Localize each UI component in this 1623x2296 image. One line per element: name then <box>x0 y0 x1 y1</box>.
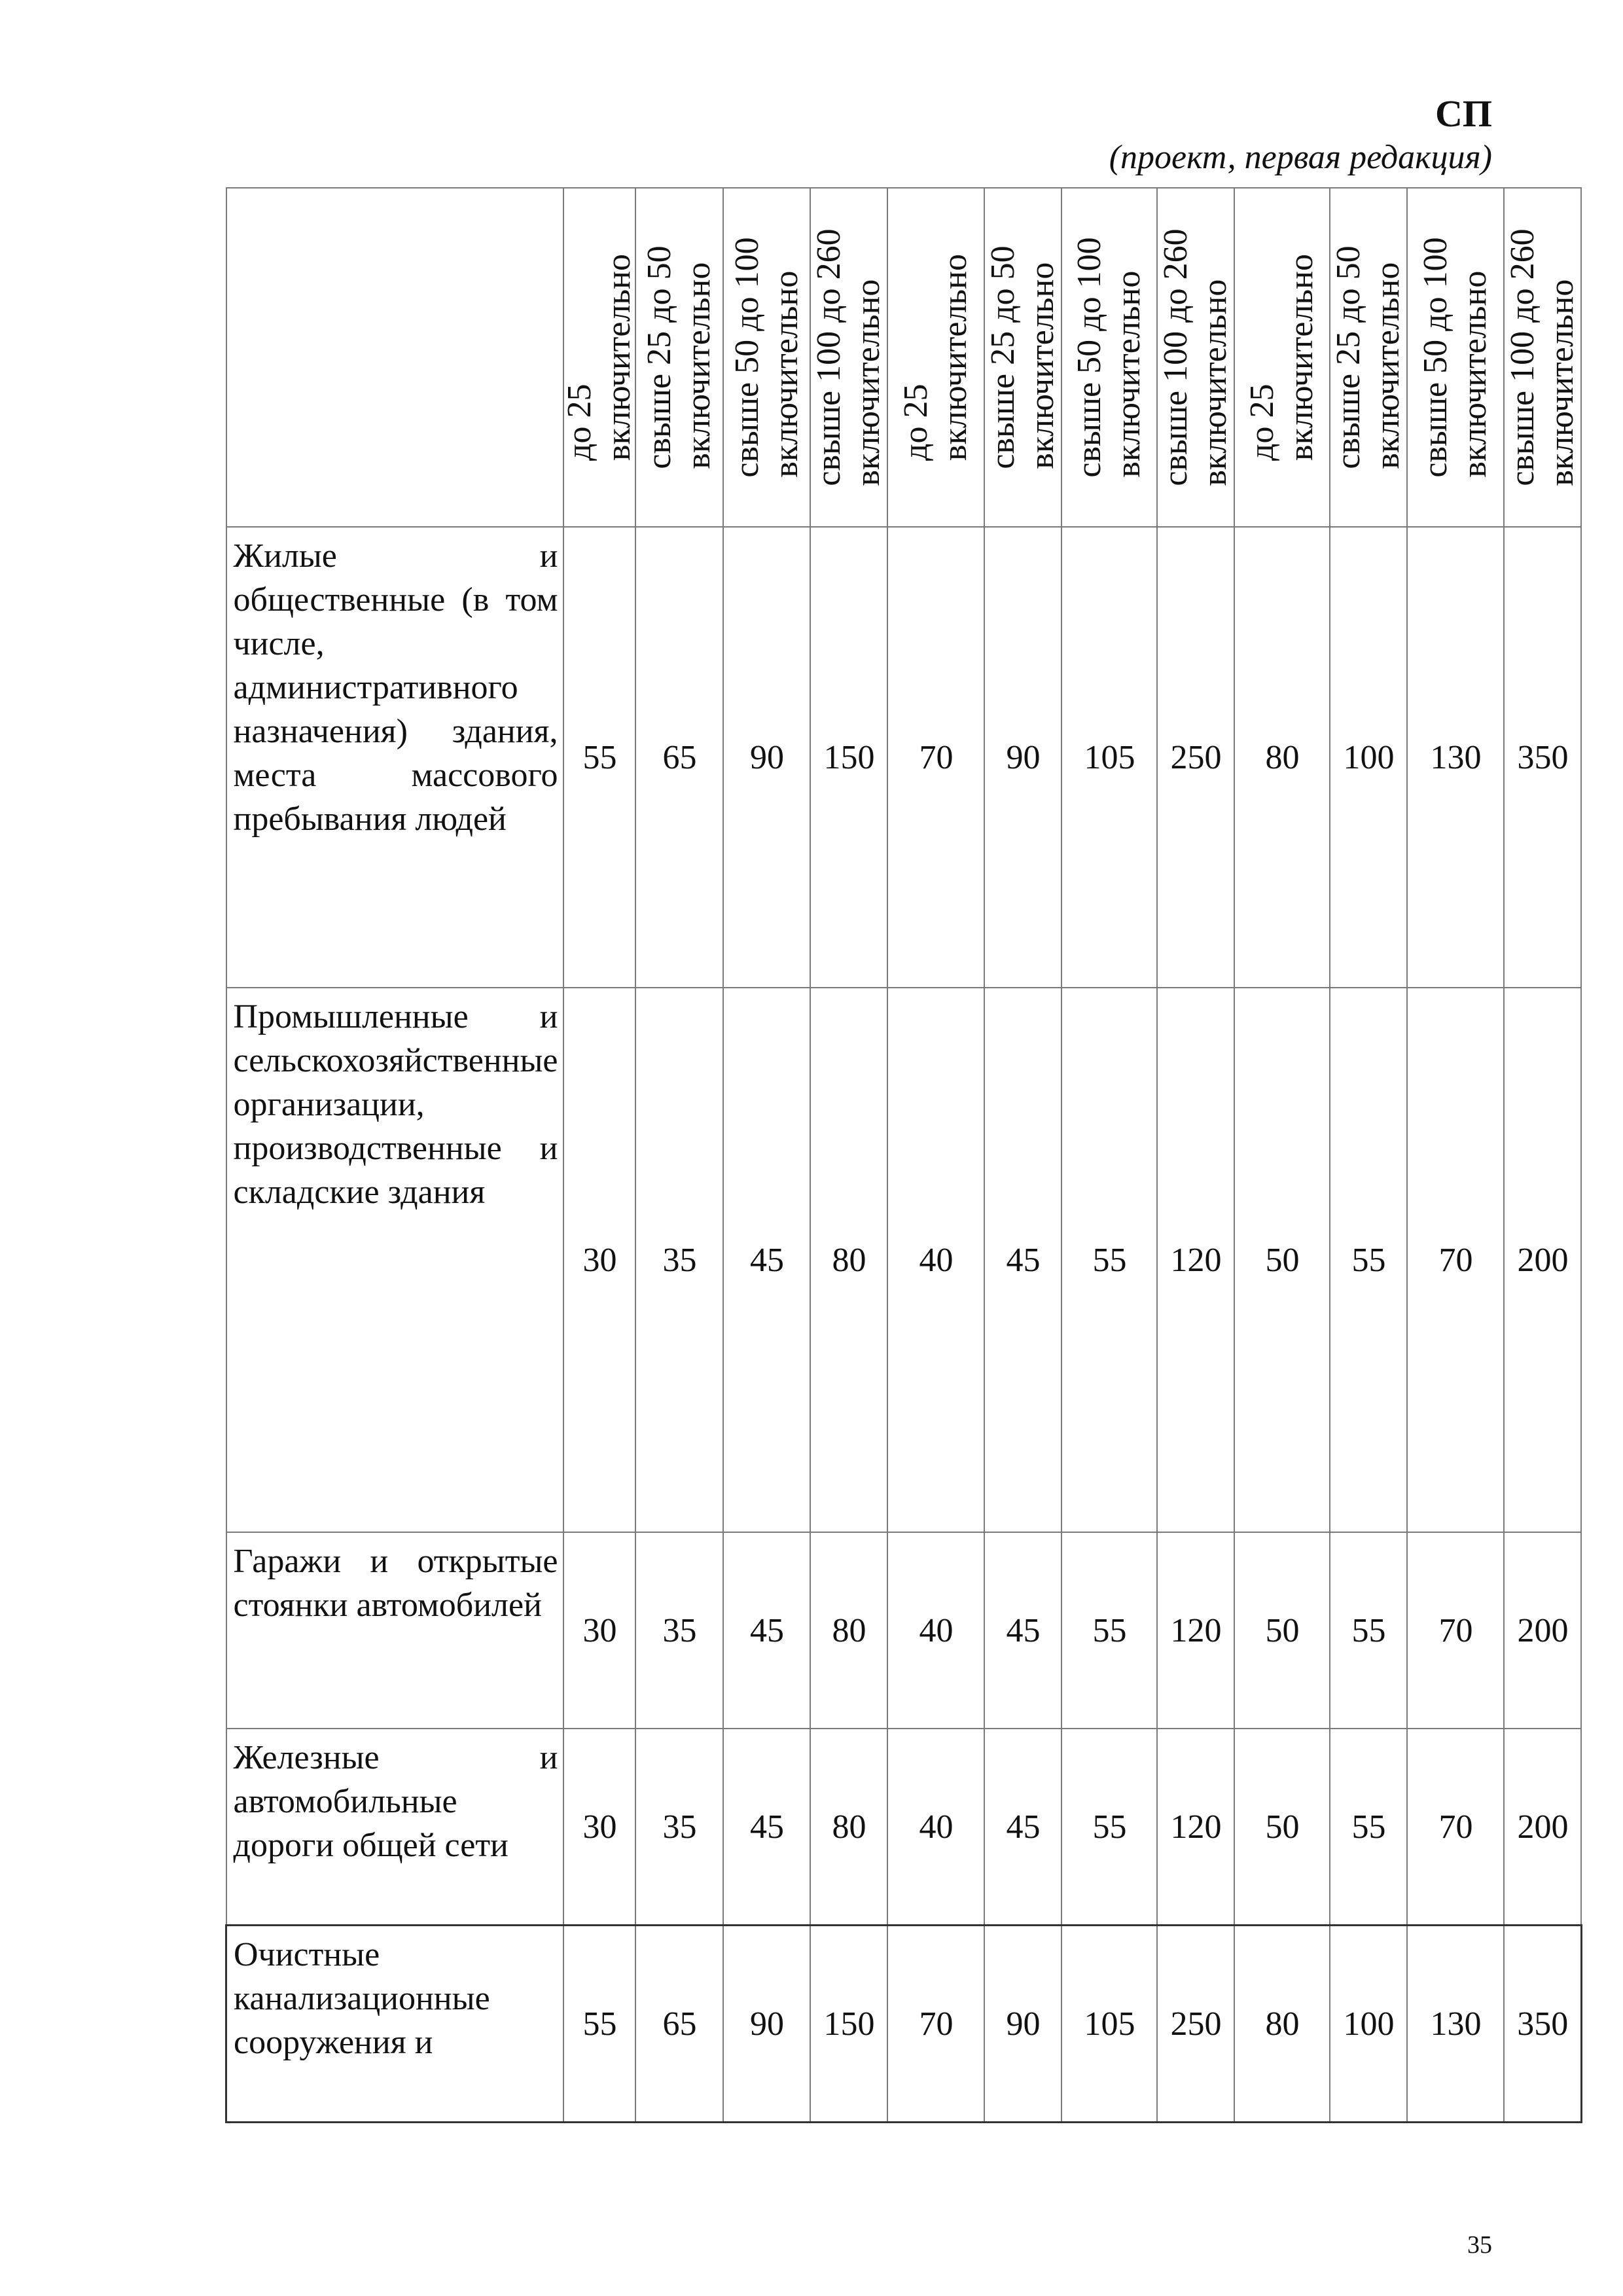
table-cell: 70 <box>1407 1532 1504 1729</box>
row-label: Железные и автомобильные дороги общей сети <box>226 1729 564 1926</box>
table-cell: 200 <box>1504 1729 1581 1926</box>
column-header-line1: свыше 100 до 260 <box>810 228 848 486</box>
table-row <box>226 527 1582 988</box>
table-cell: 100 <box>1330 527 1407 988</box>
table-cell: 55 <box>1330 1729 1407 1926</box>
column-header <box>723 188 810 527</box>
table-cell: 55 <box>1061 988 1157 1532</box>
table-cell: 65 <box>635 527 723 988</box>
column-header-line2: включительно <box>1456 270 1494 478</box>
table-cell: 35 <box>635 988 723 1532</box>
document-status: (проект, первая редакция) <box>1109 139 1492 176</box>
column-header-line1: свыше 100 до 260 <box>1504 228 1542 486</box>
table-cell: 80 <box>1234 527 1330 988</box>
table-cell: 45 <box>984 1532 1061 1729</box>
table-cell: 55 <box>1330 1532 1407 1729</box>
table-cell: 80 <box>810 1532 887 1729</box>
column-header-line1: свыше 25 до 50 <box>641 245 679 469</box>
table-cell: 70 <box>1407 988 1504 1532</box>
distance-table <box>225 187 1582 2123</box>
column-header-line2: включительно <box>1283 254 1321 461</box>
table-cell: 55 <box>563 1926 635 2123</box>
column-header-line2: включительно <box>680 262 718 469</box>
table-cell: 150 <box>810 527 887 988</box>
table-cell: 30 <box>563 1729 635 1926</box>
table-cell: 105 <box>1061 1926 1157 2123</box>
table-cell: 40 <box>887 1532 984 1729</box>
table-cell: 130 <box>1407 1926 1504 2123</box>
table-cell: 250 <box>1157 1926 1234 2123</box>
column-header-line1: до 25 <box>897 384 935 461</box>
table-cell: 35 <box>635 1532 723 1729</box>
column-header-line1: свыше 100 до 260 <box>1157 228 1195 486</box>
table-cell: 50 <box>1234 1729 1330 1926</box>
column-header <box>1407 188 1504 527</box>
column-header-line1: свыше 50 до 100 <box>1071 237 1109 478</box>
column-header-line2: включительно <box>1369 262 1407 469</box>
column-header-line2: включительно <box>600 254 638 461</box>
column-header-line2: включительно <box>936 254 974 461</box>
table-cell: 65 <box>635 1926 723 2123</box>
column-header <box>561 188 638 527</box>
table-cell: 55 <box>1061 1532 1157 1729</box>
table-cell: 120 <box>1157 1729 1234 1926</box>
table-cell: 130 <box>1407 527 1504 988</box>
row-label: Жилые и общественные (в том числе, административного назначения) здания, места массового пребывания людей <box>226 527 564 988</box>
column-header-line2: включительно <box>849 279 887 486</box>
table-cell: 105 <box>1061 527 1157 988</box>
column-header-line1: до 25 <box>1243 384 1281 461</box>
column-header <box>1157 188 1234 527</box>
column-header <box>635 188 723 527</box>
table-cell: 90 <box>723 1926 810 2123</box>
column-header-line2: включительно <box>1543 279 1581 486</box>
table-cell: 200 <box>1504 988 1581 1532</box>
table-cell: 100 <box>1330 1926 1407 2123</box>
header-corner-cell <box>226 188 564 527</box>
table-cell: 70 <box>887 527 984 988</box>
table-header-row <box>226 188 1582 527</box>
table-cell: 45 <box>984 1729 1061 1926</box>
table-cell: 120 <box>1157 1532 1234 1729</box>
document-code: СП <box>1435 92 1492 135</box>
table-cell: 350 <box>1504 1926 1581 2123</box>
row-label: Промышленные и сельскохозяйственные организации, производственные и складские здания <box>226 988 564 1532</box>
column-header <box>1504 188 1581 527</box>
column-header <box>1234 188 1330 527</box>
column-header-line1: свыше 50 до 100 <box>1417 237 1455 478</box>
table-cell: 70 <box>1407 1729 1504 1926</box>
column-header-line2: включительно <box>767 270 805 478</box>
table-cell: 45 <box>984 988 1061 1532</box>
table-cell: 40 <box>887 988 984 1532</box>
table-cell: 35 <box>635 1729 723 1926</box>
table-cell: 80 <box>810 1729 887 1926</box>
column-header <box>810 188 887 527</box>
table-cell: 50 <box>1234 988 1330 1532</box>
column-header-line1: свыше 25 до 50 <box>1330 245 1368 469</box>
column-header-line1: свыше 25 до 50 <box>984 245 1022 469</box>
table-cell: 200 <box>1504 1532 1581 1729</box>
table-cell: 90 <box>984 1926 1061 2123</box>
table-cell: 55 <box>563 527 635 988</box>
page-number: 35 <box>1467 2231 1492 2259</box>
table-cell: 40 <box>887 1729 984 1926</box>
column-header <box>1061 188 1157 527</box>
column-header-line2: включительно <box>1196 279 1234 486</box>
table-cell: 80 <box>1234 1926 1330 2123</box>
column-header <box>887 188 984 527</box>
table-cell: 30 <box>563 1532 635 1729</box>
column-header <box>1330 188 1407 527</box>
column-header-line2: включительно <box>1024 262 1061 469</box>
table-row <box>226 1729 1582 1926</box>
table-cell: 50 <box>1234 1532 1330 1729</box>
table-cell: 350 <box>1504 527 1581 988</box>
table-cell: 45 <box>723 1532 810 1729</box>
column-header-line2: включительно <box>1110 270 1148 478</box>
column-header-line1: свыше 50 до 100 <box>728 237 766 478</box>
table-cell: 30 <box>563 988 635 1532</box>
table-cell: 90 <box>984 527 1061 988</box>
table-row <box>226 988 1582 1532</box>
column-header-line1: до 25 <box>561 384 599 461</box>
row-label: Гаражи и открытые стоянки автомобилей <box>226 1532 564 1729</box>
row-label: Очистные канализационные сооружения и <box>226 1926 564 2123</box>
table-cell: 250 <box>1157 527 1234 988</box>
table-cell: 55 <box>1061 1729 1157 1926</box>
table-cell: 80 <box>810 988 887 1532</box>
table-row <box>226 1532 1582 1729</box>
table-cell: 150 <box>810 1926 887 2123</box>
table-cell: 55 <box>1330 988 1407 1532</box>
table-row <box>226 1926 1582 2123</box>
table-cell: 90 <box>723 527 810 988</box>
column-header <box>984 188 1061 527</box>
table-cell: 45 <box>723 988 810 1532</box>
table-cell: 45 <box>723 1729 810 1926</box>
table-cell: 120 <box>1157 988 1234 1532</box>
table-cell: 70 <box>887 1926 984 2123</box>
